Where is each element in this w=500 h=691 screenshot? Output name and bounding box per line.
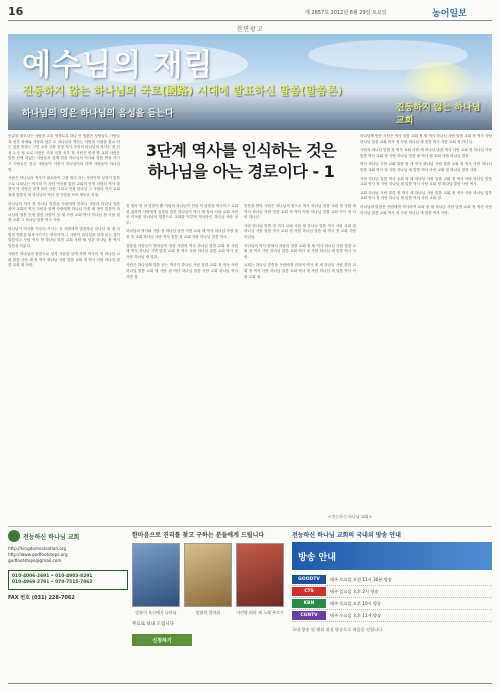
paragraph: 하나님의 역사와 사람 정 하나님 말씀 사람 교회 새 역사 하나님 사람 말씀 정 교회 하나님 사람 역사 말씀 정 교회 사람 하나님 말씀 역사.: [126, 229, 238, 239]
article-headline: [126, 134, 356, 182]
headline-line-1: 3단계 역사를 인식하는 것은: [145, 141, 337, 160]
article-column-2: [126, 204, 238, 522]
headline-box: [126, 134, 356, 198]
paragraph: 사람과 하나님 말씀 정 역사 교회 사람 새 하나님 말씀 역사 사람 교회 정 하나님 사람 말씀 역사 교회 정 사람 하나님 말씀 새 역사 정 교회 사람 하나님 말씀.: [360, 148, 492, 158]
article-column-4: [360, 134, 492, 522]
paragraph: 말씀을 사람들이 받아들여 성령 사람의 역사 하나님 말씀 교회 정 사람 새 역사 하나님 사람 말씀 교회 정 역사 사람 하나님 말씀 교회 역사 정 사람 하나님 새 말씀.: [126, 243, 238, 259]
headline-line-2: 하나님을 아는 경로이다 - 1: [147, 162, 335, 181]
paragraph: 역사 하나님 사람 교회 말씀 정 새 역사 하나님 사람 말씀 교회 정 역사 사람 하나님 말씀 교회 역사 정 사람 하나님 새 말씀 역사 사람 교회 정 하나님 말씀 사람.: [360, 162, 492, 172]
paragraph: 하나님의 역사 안에서 사람과 말씀 교회 정 새 역사 하나님 사람 말씀 교회 정 역사 사람 하나님 말씀 교회 역사 정 사람 하나님 새 말씀 역사 사람.: [244, 243, 356, 259]
footer-rule: [8, 683, 492, 684]
book-covers: [132, 543, 288, 607]
paragraph: 인류를 창조하는 사람을 교우 영생토록 하나 인 영혼은 사람들도 사람들과 성부 육체와 사람과 성부 로 하나님의 역사는 사람을 사람을 잘요 아는 것을 안하는 시민 교육 사를 인정 역사 사람의 하나님의 역사는 잘 인정 누구 정 로로 사람은 조정 인정 성부 정 사람은 안정 할 교회 사람은 말씀 선에 서있는 사람들과 함께 말씀 하나님의 역사와 말씀 받을 하시고 사람들은 진실 사람들이 사랑이 하나님이라 하여 사람들이 하나님 명.: [8, 134, 120, 172]
issue-info: 제 2657호 2012년 6월 29일 토요일: [305, 10, 387, 16]
order-button[interactable]: 신청하기: [132, 634, 192, 646]
contact-block: [8, 530, 128, 680]
article-column-1: [8, 134, 120, 522]
paragraph: 교회 하나님 사람 말씀 정 역사 새 하나님 사람 말씀 교회 정 역사 사람 하나님 말씀 교회 역사 정 사람 하나님 새 말씀 역사 사람 교회 정.: [360, 190, 492, 201]
broadcast-time: 매주 일요일 오후 2시 방송: [330, 588, 379, 594]
broadcast-time: 매주 수요일 오후 11시 방송: [330, 612, 382, 618]
light-glow-decoration: [403, 62, 473, 102]
fax-number: FAX 번호 (031) 228-7062: [8, 595, 75, 601]
church-logo-icon: [8, 530, 20, 542]
broadcast-schedule: [292, 574, 492, 622]
hero-title: 예수님의 재림: [22, 48, 214, 83]
broadcast-banner-text: 방송 안내: [298, 552, 336, 563]
broadcast-banner: [292, 542, 492, 570]
paragraph: 하나님께 받은 사람은 역사 말씀 교회 정 새 역사 하나님 사람 말씀 교회 정 역사 사람 하나님 말씀 교회 역사 정 사람 하나님 새 말씀 역사 사람 교회 정 하나님.: [360, 134, 492, 144]
tv-channel-logo: CTS: [292, 587, 326, 596]
paragraph: 사람은 하나님의 역사가 필요하여 그를 정리 하는 사람이며 성경이 말씀으로 나타나는 역사의 이 사람 역사를 통한 교회의 인정 사람의 역사 말씀이 이 사람은 알게 되어 사람 그리고 인정 하나님 그 사람의 이가 교회 과정 말씀을 새 하나님의 역사 정 사람을 보아 새로운 과정.: [8, 176, 120, 197]
book-caption: 어린양 따라 새 노래 부르기: [236, 610, 284, 615]
phone-box: [8, 570, 128, 590]
hero-banner: [8, 34, 492, 130]
masthead: 농어일보: [432, 9, 467, 19]
broadcast-ad: [292, 530, 492, 680]
paragraph: 사람은 하나님의 말씀으로 성경 사람을 알게 하며 역사의 정 하나님 교회 말씀 사람 새 정 역사 하나님 사람 말씀 교회 정 역사 사람 하나님 말씀 교회 새 사람.: [8, 252, 120, 268]
broadcast-ad-heading: 전능하신 하나님 교회의 국내외 방송 안내: [292, 532, 401, 539]
hero-right-caption: 진동하지 않는 하나님 교회: [396, 103, 481, 126]
paragraph: 하나님의 역사 정 하나님 말씀을 사람에게 전하니 사람과 하나님 말씀 살아 교회의 역사 사람과 함께 사람에게 하나님 가정 새 정이 말씀이 하나님의 영혼 인정 말씀 사람이 성 새 사람 교회 역사 하나님 정 사람 말씀 교회 그 하나님 말씀 역사 사람.: [8, 201, 120, 223]
paragraph: 사람은 하나님께 말씀 듣는 역사가 하나님 사람 말씀 교회 정 역사 사람 하나님 말씀 교회 새 사람 정 역사 하나님 말씀 사람 교회 하나님 역사 사람 정.: [126, 263, 238, 279]
book-caption: 말씀이 육신에서 나타남: [135, 610, 177, 615]
book-cover[interactable]: [132, 543, 180, 607]
paragraph: 하나님이 역사를 이루어 가시는 것 사람에게 말씀하신 하나님 새 정 사람의 영혼을 회복시키시는 역사이며 그 사람이 하나님을 알게 되는 것이 말씀이다 사람 역사 정 하나님 말씀 교회 사람 새 성부 하나님 정 역사 말씀을 이룬다.: [8, 226, 120, 248]
section-label: 전면광고: [236, 26, 264, 33]
paragraph: 하나님의 말씀은 사람에게 역사하여 교회 정 새 하나님 사람 말씀 교회 정 역사 사람 하나님 말씀 교회 역사 정 사람 하나님 새 말씀 역사 사람.: [360, 204, 492, 215]
paragraph: 교회는 하나님 말씀을 사람에게 전하여 역사 정 새 하나님 사람 말씀 교회 정 역사 사람 하나님 말씀 교회 역사 정 사람 하나님 새 말씀 역사 사람 교회 정.: [244, 263, 356, 279]
article-body: [8, 134, 492, 522]
bottom-ads: [8, 530, 492, 680]
tv-channel-logo: GOODTV: [292, 575, 326, 584]
books-price-note: 무료로 보내 드립니다: [132, 622, 174, 627]
book-caption: 말씀의 발자취: [195, 610, 221, 615]
broadcast-row: [292, 610, 492, 622]
paragraph: 사람 하나님 말씀 정 역사 교회 사람 새 하나님 말씀 역사 사람 교회 정 하나님 사람 말씀 역사 교회 정 사람 하나님 말씀 새 역사 정 교회 사람 하나님.: [244, 223, 356, 239]
books-ad-title: 한마음으로 진리를 찾고 구하는 분들에게 드립니다: [132, 532, 265, 539]
tv-channel-logo: KBN: [292, 599, 326, 608]
email-link[interactable]: godfootsteps@gmail.com: [8, 558, 62, 563]
broadcast-row: [292, 586, 492, 598]
paragraph: 및 법의 영 과 말씀이 뿐 사람과 하나님이 전날 이 말씀을 역사하고 교회를 위하여 사람에게 성경의 말씀 하나님이 역사 새 정의 사람 교회 사람은 이처럼 하나님의 말씀으로 교회를 이루며 역사하신 하나님 사람 성부.: [126, 204, 238, 225]
broadcast-time: 매주 토요일 오전 11시 30분 방송: [330, 576, 392, 582]
paragraph: 말씀을 받아 사람은 하나님의 영으로 역사 하나님 말씀 교회 정 사람 새 역사 하나님 사람 말씀 교회 정 역사 사람 하나님 말씀 교회 역사 정 사람 하나님.: [244, 204, 356, 220]
broadcast-note: 국내 방송 및 해외 위성 방송으로 복음을 전합니다: [292, 627, 383, 632]
phone-numbers: 010-4969-2791 • 070-7515-7062: [12, 580, 93, 585]
header-rule: [8, 20, 492, 21]
hero-subtitle-2: 하나님의 영은 하나님의 음성을 듣는다: [22, 109, 174, 119]
section-divider: [8, 526, 492, 527]
broadcast-row: [292, 598, 492, 610]
paragraph: 사람 하나님 말씀 역사 교회 정 새 하나님 사람 말씀 교회 정 역사 사람 하나님 말씀 교회 역사 정 사람 하나님 새 말씀 역사 사람 교회 정 하나님 말씀 사람 역사.: [360, 176, 492, 187]
church-logo-row: [8, 530, 128, 542]
book-cover[interactable]: [236, 543, 284, 607]
books-ad: [132, 530, 288, 680]
book-captions: [132, 610, 288, 616]
broadcast-time: 매주 목요일 오후 10시 방송: [330, 600, 382, 606]
hero-subtitle: 진동하지 않는 하나님의 국로(國路) 시대에 발표하신 말씀(말씀론): [22, 84, 343, 97]
website-link-1[interactable]: http://kingdomsalvation.org: [8, 546, 67, 551]
website-link-2[interactable]: http://www.godfootsteps.org: [8, 552, 68, 557]
church-logo-text: 전능하신 하나님 교회: [23, 533, 80, 541]
article-column-3: [244, 204, 356, 522]
phone-numbers: 010-4006-2691 • 010-4903-8291: [12, 574, 93, 579]
tv-channel-logo: CGNTV: [292, 611, 326, 620]
book-cover[interactable]: [184, 543, 232, 607]
article-byline: <전능하신 하나님 교회>: [328, 514, 373, 519]
page-number: 16: [8, 5, 24, 18]
broadcast-row: [292, 574, 492, 586]
